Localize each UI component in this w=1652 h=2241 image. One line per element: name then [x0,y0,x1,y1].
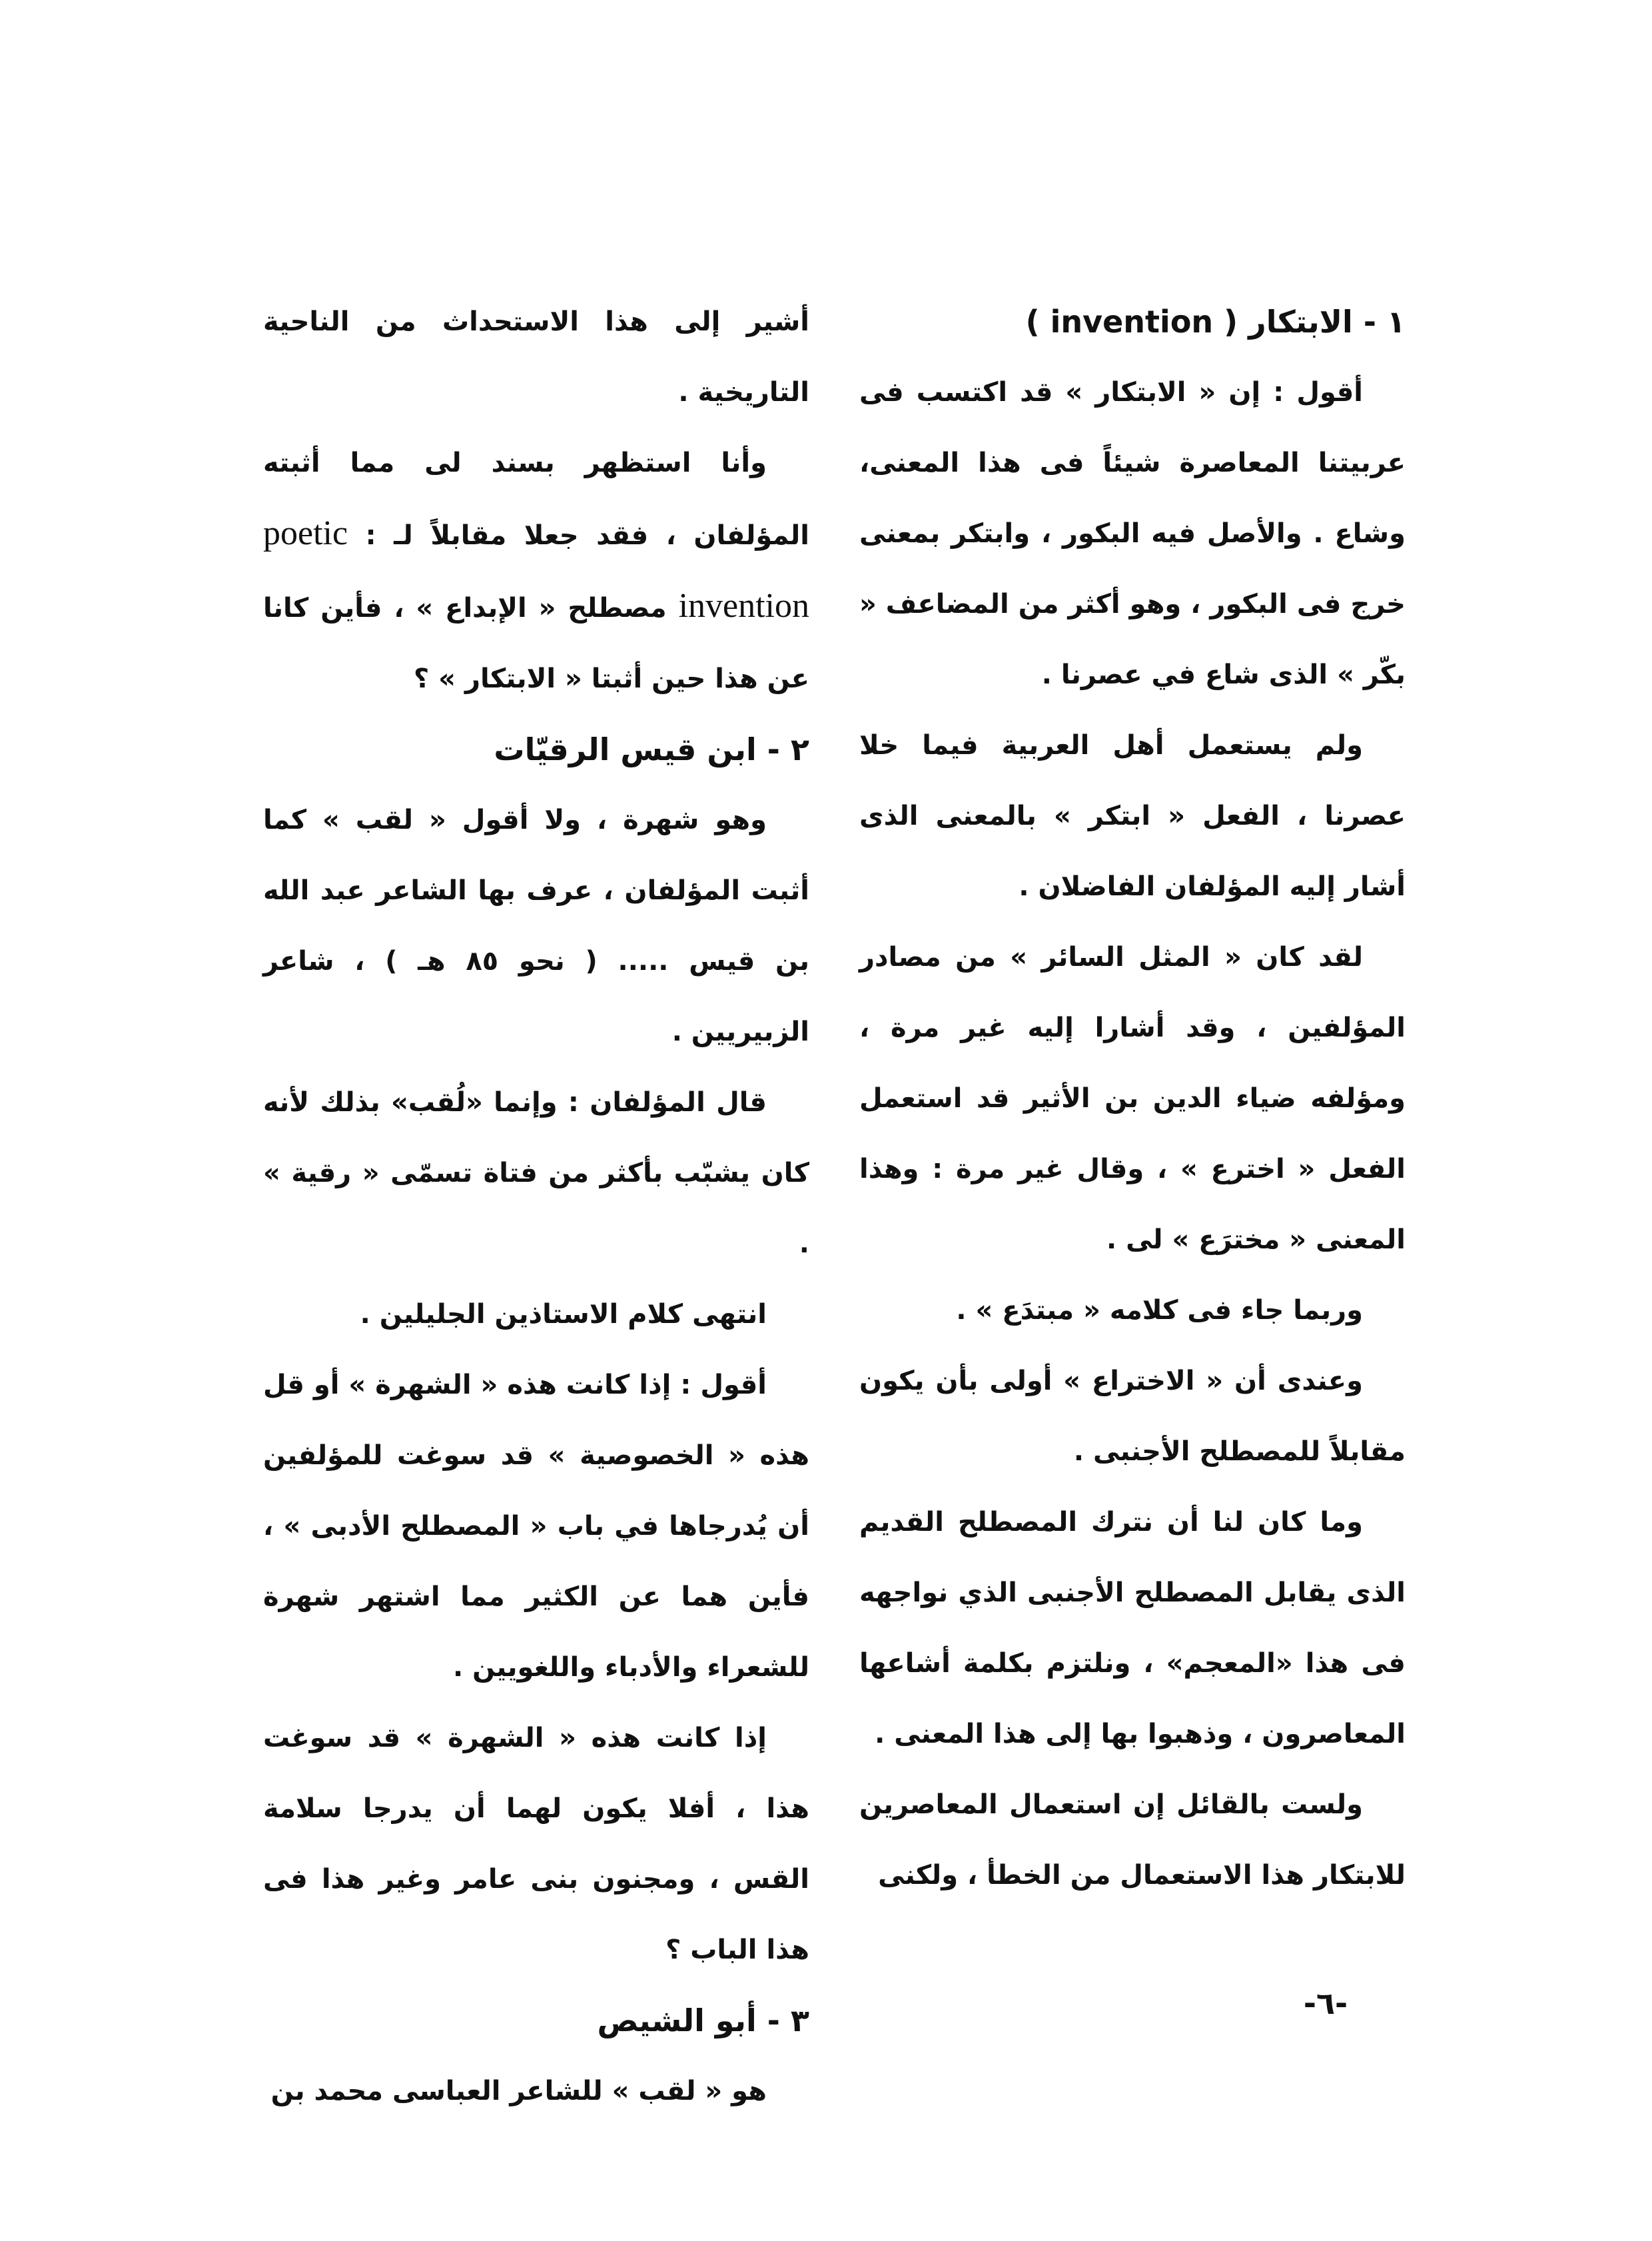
section-heading-ibtikar: ١ - الابتكار ( invention ) [1025,304,1406,340]
english-term: poetic invention [263,514,809,625]
paragraph: انتهى كلام الاستاذين الجليلين . [360,1299,767,1330]
paragraph: وعندى أن « الاختراع » أولى بأن يكون مقابلاً للمصطلح الأجنبى . [859,1366,1406,1467]
paragraph [263,428,809,714]
paragraph: ولم يستعمل أهل العربية فيما خلا عصرنا ، الفعل « ابتكر » بالمعنى الذى أشار إليه المؤلفان الفاضلان . [859,730,1406,902]
paragraph: لقد كان « المثل السائر » من مصادر المؤلفين ، وقد أشارا إليه غير مرة ، ومؤلفه ضياء الدين بن الأثير قد استعمل الفعل « اخترع » ، وقال غير مرة : وهذا المعنى « مخترَع » لى . [859,942,1406,1255]
paragraph: أشير إلى هذا الاستحداث من الناحية التاريخية . [263,306,809,408]
paragraph: وربما جاء فى كلامه « مبتدَع » . [956,1295,1363,1326]
paragraph: وما كان لنا أن نترك المصطلح القديم الذى يقابل المصطلح الأجنبى الذي نواجهه فى هذا «المعجم» ، ونلتزم بكلمة أشاعها المعاصرون ، وذهبوا بها إلى هذا المعنى . [859,1507,1406,1749]
paragraph-text: مصطلح « الإبداع » ، فأين كانا عن هذا حين أثبتا « الابتكار » ؟ [263,593,809,694]
paragraph: إذا كانت هذه « الشهرة » قد سوغت هذا ، أفلا يكون لهما أن يدرجا سلامة القس ، ومجنون بنى عامر وغير هذا فى هذا الباب ؟ [263,1723,809,1965]
left-column [263,286,809,2126]
section-heading-abu-shis: ٣ - أبو الشيص [597,2003,809,2038]
paragraph: أقول : إذا كانت هذه « الشهرة » أو قل هذه « الخصوصية » قد سوغت للمؤلفين أن يُدرجاها في باب « المصطلح الأدبى » ، فأين هما عن الكثير مما اشتهر شهرة للشعراء والأدباء واللغويين . [263,1370,809,1683]
paragraph-text: وأنا استظهر بسند لى مما أثبته المؤلفان ، فقد جعلا مقابلاً لـ : [263,448,810,551]
right-column [859,286,1406,1911]
paragraph: هو « لقب » للشاعر العباسى محمد بن [270,2076,767,2106]
page-number: -٦- [1303,1985,1348,2021]
paragraph: قال المؤلفان : وإنما «لُقب» بذلك لأنه كان يشبّب بأكثر من فتاة تسمّى « رقية » . [263,1087,809,1259]
section-heading-ibn-qays: ٢ - ابن قيس الرقيّات [494,731,809,767]
paragraph: ولست بالقائل إن استعمال المعاصرين للابتكار هذا الاستعمال من الخطأ ، ولكنى [859,1789,1406,1891]
paragraph: وهو شهرة ، ولا أقول « لقب » كما أثبت المؤلفان ، عرف بها الشاعر عبد الله بن قيس ..... ( نحو ٨٥ هـ ) ، شاعر الزبيريين . [263,805,810,1047]
paragraph: أقول : إن « الابتكار » قد اكتسب فى عربيتنا المعاصرة شيئاً فى هذا المعنى، وشاع . والأصل فيه البكور ، وابتكر بمعنى خرج فى البكور ، وهو أكثر من المضاعف « بكّر » الذى شاع في عصرنا . [859,377,1406,690]
